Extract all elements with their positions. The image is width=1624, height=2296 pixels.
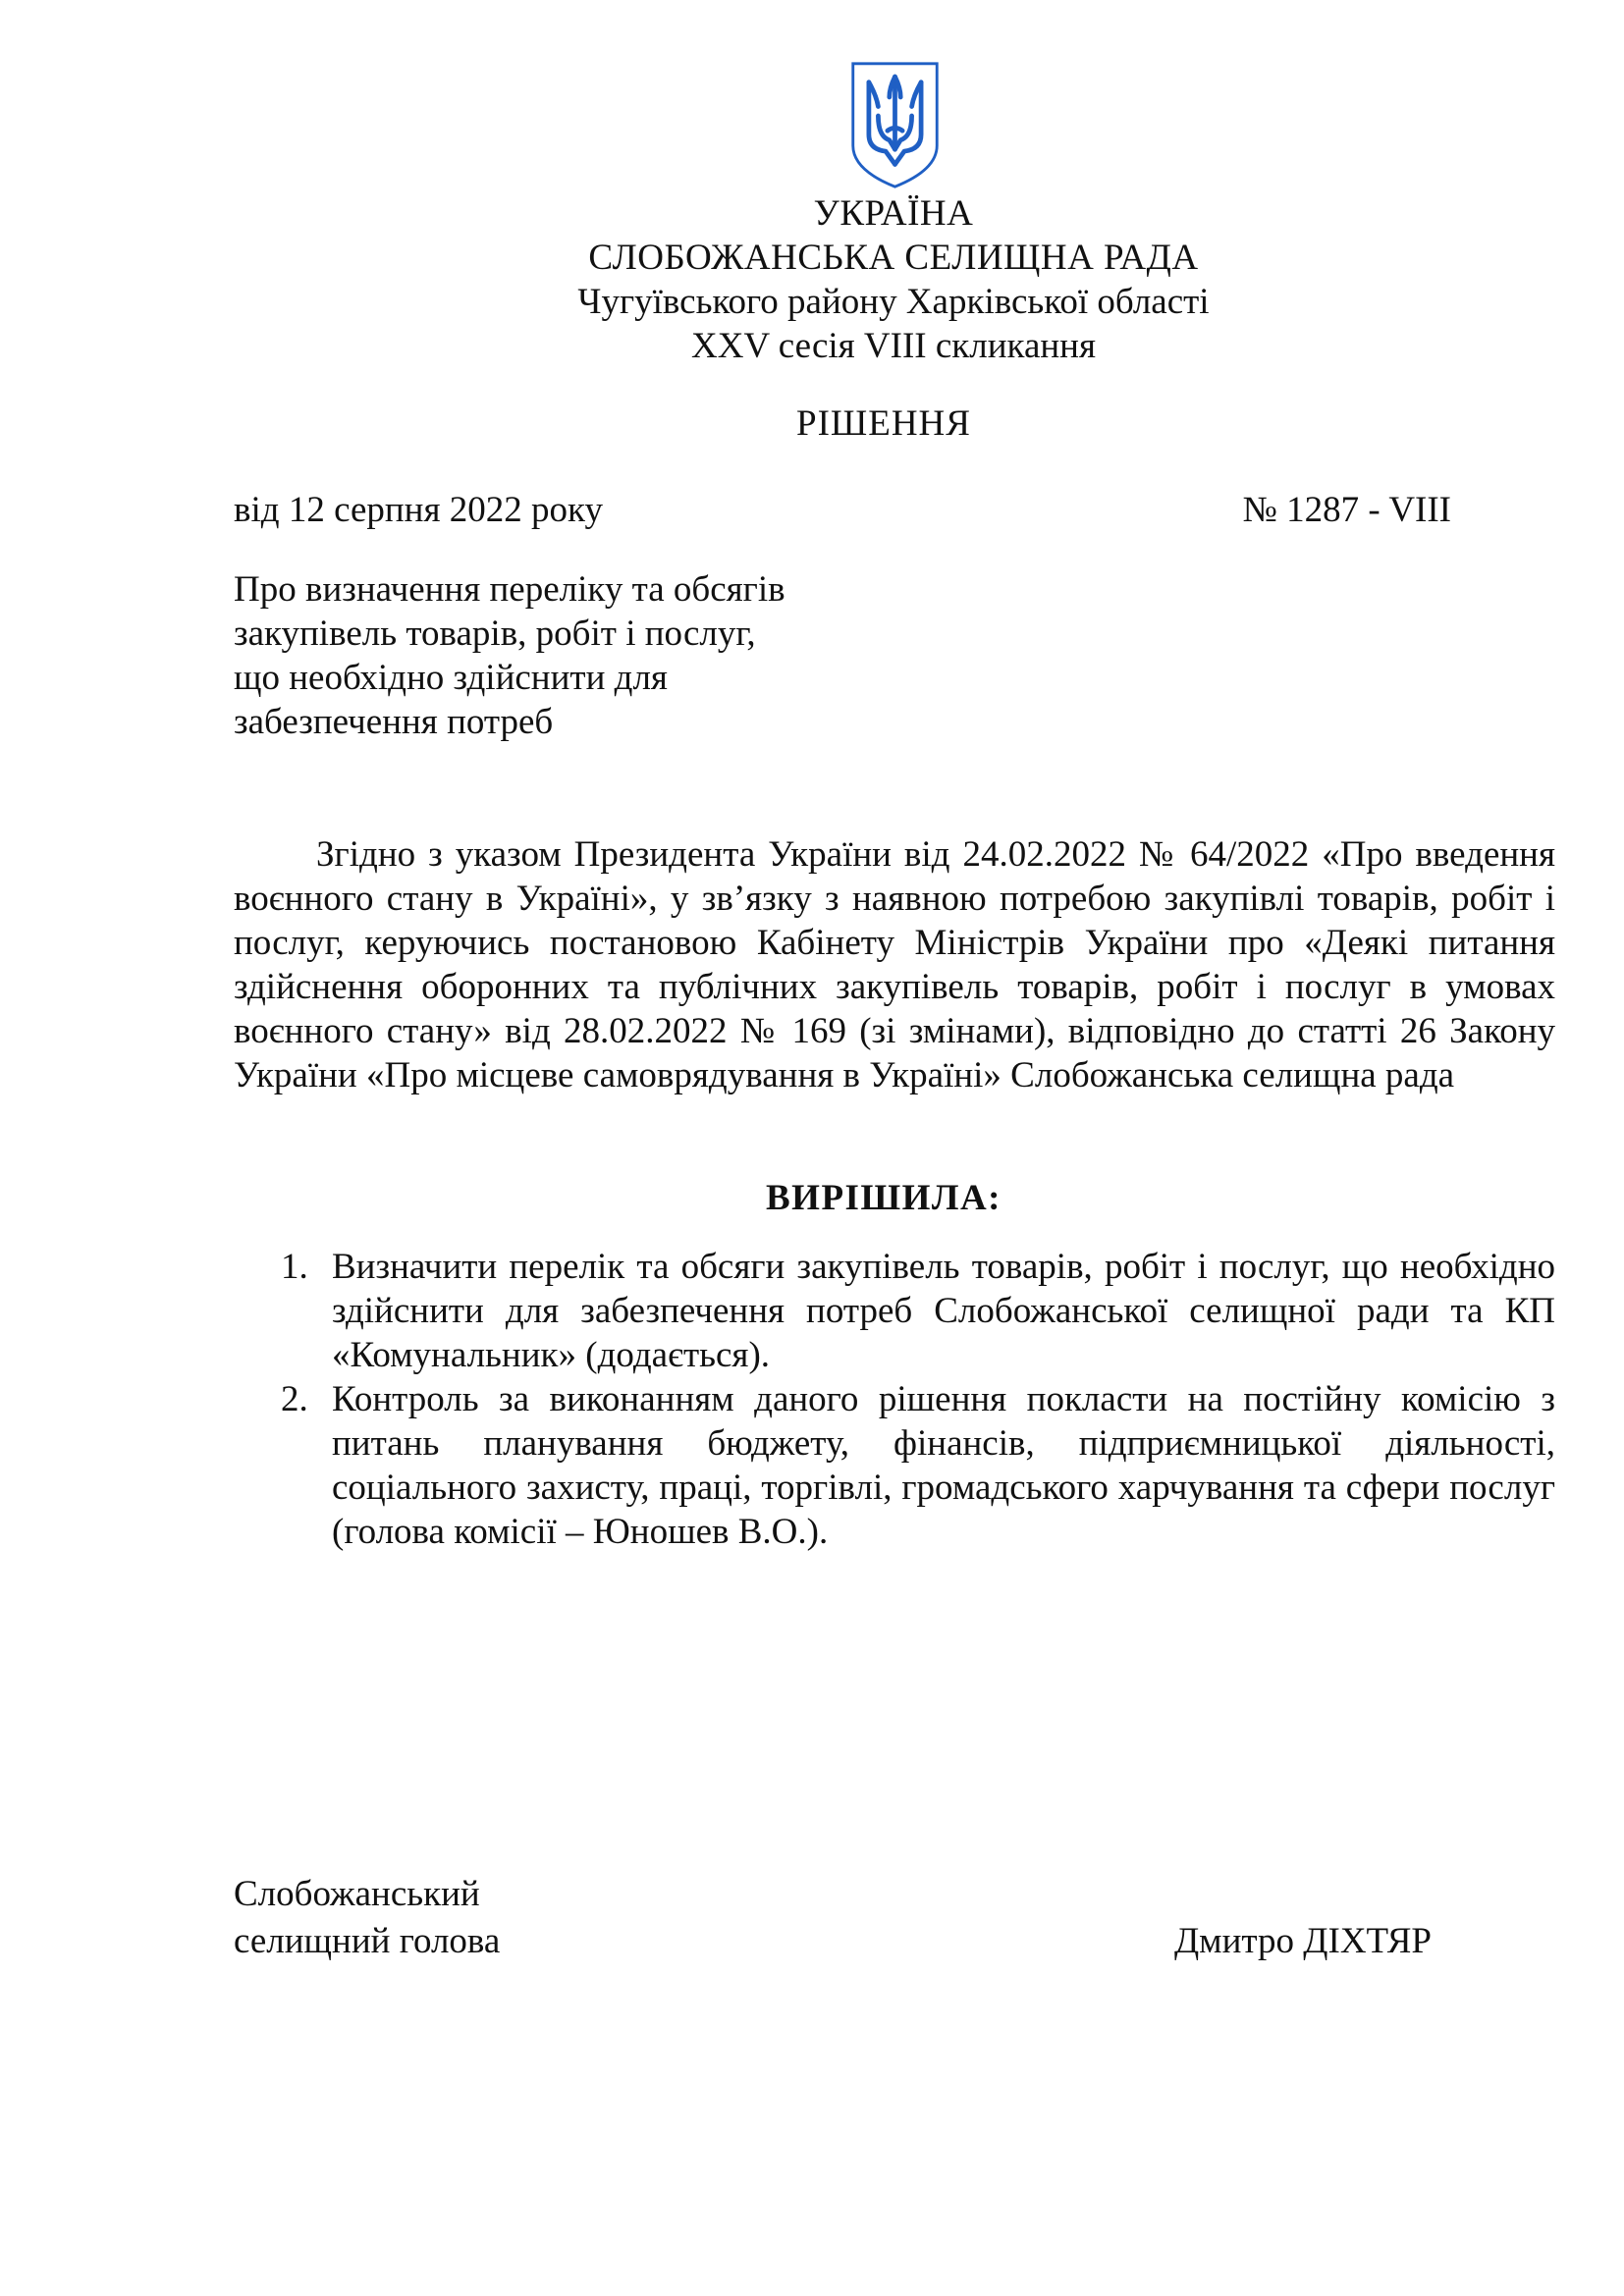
decision-subject [234,567,921,744]
subject-line: забезпечення потреб [234,702,554,742]
signature-block [234,1871,1432,1965]
country-name: УКРАЇНА [813,193,974,234]
resolution-item [234,1377,1555,1554]
district-name: Чугуївського району Харківської області [577,282,1210,322]
signatory-position-line: селищний голова [234,1921,501,1961]
trident-coat-of-arms-icon [848,59,942,191]
item-number: 2. [281,1379,308,1419]
document-header [0,191,1624,368]
decision-number: № 1287 - VIII [1242,490,1451,530]
document-type-title: РІШЕННЯ [796,403,971,444]
resolution-items [234,1245,1555,1554]
item-number: 1. [281,1247,308,1287]
resolution-item [234,1245,1555,1377]
preamble-paragraph: Згідно з указом Президента України від 24.02.2022 № 64/2022 «Про введення воєнного стану в Україні», у зв’язку з наявною потребою закупівлі товарів, робіт і послуг, керуючись постановою Кабінету Міністрів України про «Деякі питання здійснення оборонних та публічних закупівель товарів, робіт і послуг в умовах воєнного стану» від 28.02.2022 № 169 (зі змінами), відповідно до статті 26 Закону України «Про місцеве самоврядування в Україні» Слобожанська селищна рада [234,834,1555,1095]
item-text: Контроль за виконанням даного рішення покласти на постійну комісію з питань планування бюджету, фінансів, підприємницької діяльності, соціального захисту, праці, торгівлі, громадського харчування та сфери послуг (голова комісії – Юношев В.О.). [332,1379,1555,1552]
resolved-heading: ВИРІШИЛА: [766,1178,1001,1218]
subject-line: Про визначення переліку та обсягів [234,569,785,610]
signatory-name: Дмитро ДІХТЯР [1173,1921,1432,1961]
date-number-row [234,489,1451,531]
subject-line: що необхідно здійснити для [234,658,668,698]
session-info: XXV сесія VIII скликання [691,326,1096,366]
signatory-position-line: Слобожанський [234,1874,480,1914]
subject-line: закупівель товарів, робіт і послуг, [234,614,756,654]
council-name: СЛОБОЖАНСЬКА СЕЛИЩНА РАДА [588,238,1199,278]
decision-date: від 12 серпня 2022 року [234,490,603,530]
item-text: Визначити перелік та обсяги закупівель товарів, робіт і послуг, що необхідно здійснити для забезпечення потреб Слобожанської селищної ради та КП «Комунальник» (додається). [332,1247,1555,1375]
